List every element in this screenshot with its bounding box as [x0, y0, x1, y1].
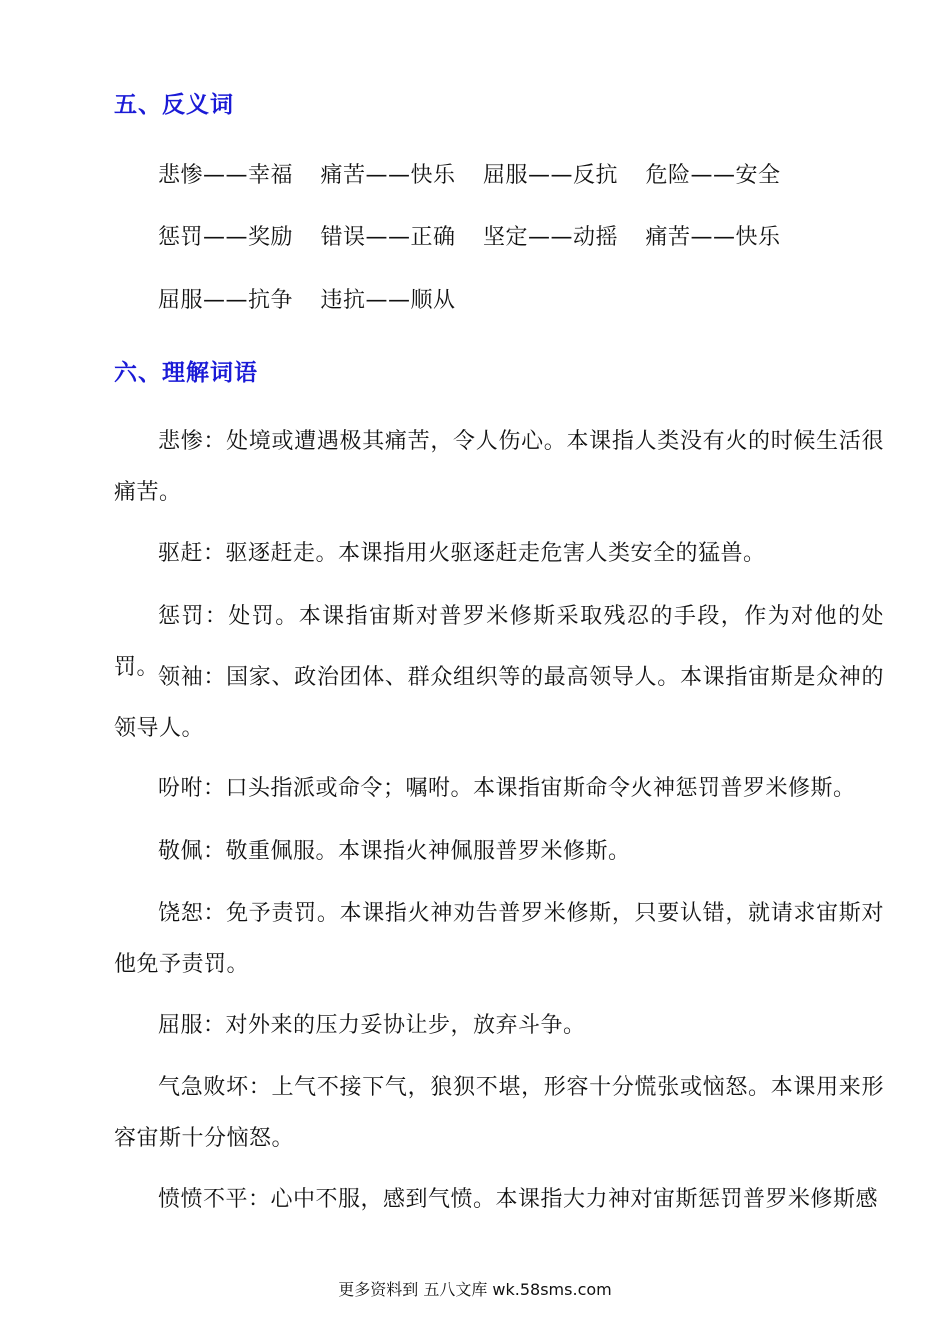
antonym-pair: 痛苦——快乐	[320, 163, 456, 188]
definition-paragraph: 驱赶：驱逐赶走。本课指用火驱逐赶走危害人类安全的猛兽。	[158, 541, 766, 566]
antonym-pair: 痛苦——快乐	[645, 225, 781, 250]
footer-watermark-text: 更多资料到 五八文库 wk.58sms.com	[338, 1280, 612, 1299]
antonym-row	[158, 158, 801, 189]
section5-heading: 五、反义词	[114, 92, 234, 118]
antonym-pair: 危险——安全	[645, 163, 781, 188]
definition-paragraph: 敬佩：敬重佩服。本课指火神佩服普罗米修斯。	[158, 839, 631, 864]
definition-paragraph: 惩罚：处罚。本课指宙斯对普罗米修斯采取残忍的手段，作为对他的处罚。	[114, 604, 884, 680]
definition-paragraph: 悲惨：处境或遭遇极其痛苦，令人伤心。本课指人类没有火的时候生活很痛苦。	[114, 429, 884, 505]
definition-paragraph: 领袖：国家、政治团体、群众组织等的最高领导人。本课指宙斯是众神的领导人。	[114, 665, 884, 741]
definition-paragraph: 屈服：对外来的压力妥协让步，放弃斗争。	[158, 1013, 586, 1038]
antonym-pair: 屈服——抗争	[158, 288, 294, 313]
antonym-pair: 惩罚——奖励	[158, 225, 294, 250]
antonym-row	[158, 283, 476, 314]
antonym-pair: 坚定——动摇	[483, 225, 619, 250]
antonym-pair: 悲惨——幸福	[158, 163, 294, 188]
antonym-pair: 违抗——顺从	[320, 288, 456, 313]
definition-paragraph: 气急败坏：上气不接下气，狼狈不堪，形容十分慌张或恼怒。本课用来形容宙斯十分恼怒。	[114, 1075, 884, 1151]
definition-paragraph: 饶恕：免予责罚。本课指火神劝告普罗米修斯，只要认错，就请求宙斯对他免予责罚。	[114, 901, 884, 977]
antonym-row	[158, 220, 801, 251]
antonym-pair: 屈服——反抗	[483, 163, 619, 188]
antonym-pair: 错误——正确	[320, 225, 456, 250]
definition-paragraph: 吩咐：口头指派或命令；嘱咐。本课指宙斯命令火神惩罚普罗米修斯。	[158, 776, 856, 801]
section6-heading: 六、理解词语	[114, 360, 258, 386]
definition-paragraph: 愤愤不平：心中不服，感到气愤。本课指大力神对宙斯惩罚普罗米修斯感	[158, 1187, 879, 1212]
